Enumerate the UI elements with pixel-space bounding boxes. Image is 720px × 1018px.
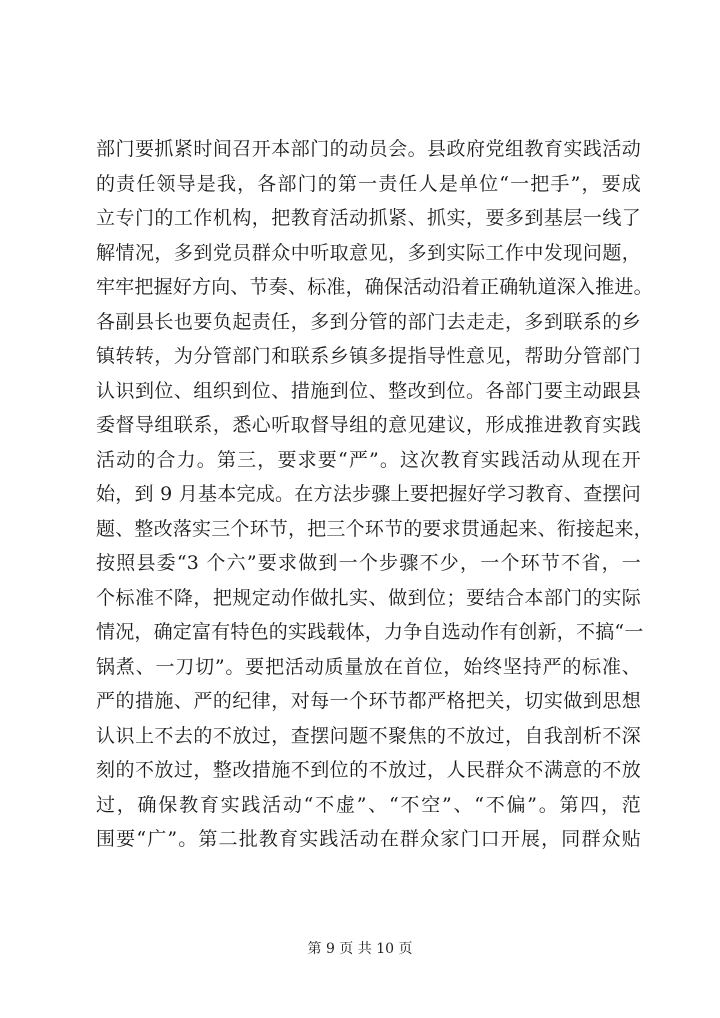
text-line-4: 解情况，多到党员群众中听取意见，多到实际工作中发现问题， — [96, 241, 641, 264]
text-line-9: 委督导组联系，悉心听取督导组的意见建议，形成推进教育实践 — [96, 414, 641, 436]
text-line-18: 认识上不去的不放过，查摆问题不聚焦的不放过，自我剖析不深 — [96, 724, 641, 747]
text-line-7: 镇转转，为分管部门和联系乡镇多提指导性意见，帮助分管部门 — [96, 345, 641, 367]
text-line-8: 认识到位、组织到位、措施到位、整改到位。各部门要主动跟县 — [96, 379, 641, 402]
text-line-2: 的责任领导是我，各部门的第一责任人是单位“一把手”，要成 — [96, 172, 641, 195]
page-number-footer: 第 9 页 共 10 页 — [307, 941, 413, 957]
text-line-19: 刻的不放过，整改措施不到位的不放过，人民群众不满意的不放 — [96, 759, 641, 781]
text-line-15: 情况，确定富有特色的实践载体，力争自选动作有创新，不搞“一 — [96, 621, 644, 643]
text-line-16: 锅煮、一刀切”。要把活动质量放在首位，始终坚持严的标准、 — [96, 655, 641, 678]
document-body — [96, 132, 653, 857]
text-line-12: 题、整改落实三个环节，把三个环节的要求贯通起来、衔接起来， — [96, 517, 653, 540]
text-line-17: 严的措施、严的纪律，对每一个环节都严格把关，切实做到思想 — [96, 690, 641, 712]
text-line-20: 过，确保教育实践活动“不虚”、“不空”、“不偏”。第四，范 — [96, 793, 641, 816]
text-line-5: 牢牢把握好方向、节奏、标准，确保活动沿着正确轨道深入推进。 — [96, 276, 653, 298]
text-line-1: 部门要抓紧时间召开本部门的动员会。县政府党组教育实践活动 — [96, 138, 641, 160]
text-line-14: 个标准不降，把规定动作做扎实、做到位；要结合本部门的实际 — [96, 586, 641, 609]
text-line-3: 立专门的工作机构，把教育活动抓紧、抓实，要多到基层一线了 — [96, 207, 641, 229]
text-line-11: 始，到 9 月基本完成。在方法步骤上要把握好学习教育、查摆问 — [96, 483, 641, 505]
text-line-10: 活动的合力。第三，要求要“严”。这次教育实践活动从现在开 — [96, 448, 641, 471]
text-line-6: 各副县长也要负起责任，多到分管的部门去走走，多到联系的乡 — [96, 310, 641, 333]
text-line-13: 按照县委“3 个六”要求做到一个步骤不少，一个环节不省，一 — [96, 552, 641, 574]
text-line-21: 围要“广”。第二批教育实践活动在群众家门口开展，同群众贴 — [96, 828, 641, 850]
